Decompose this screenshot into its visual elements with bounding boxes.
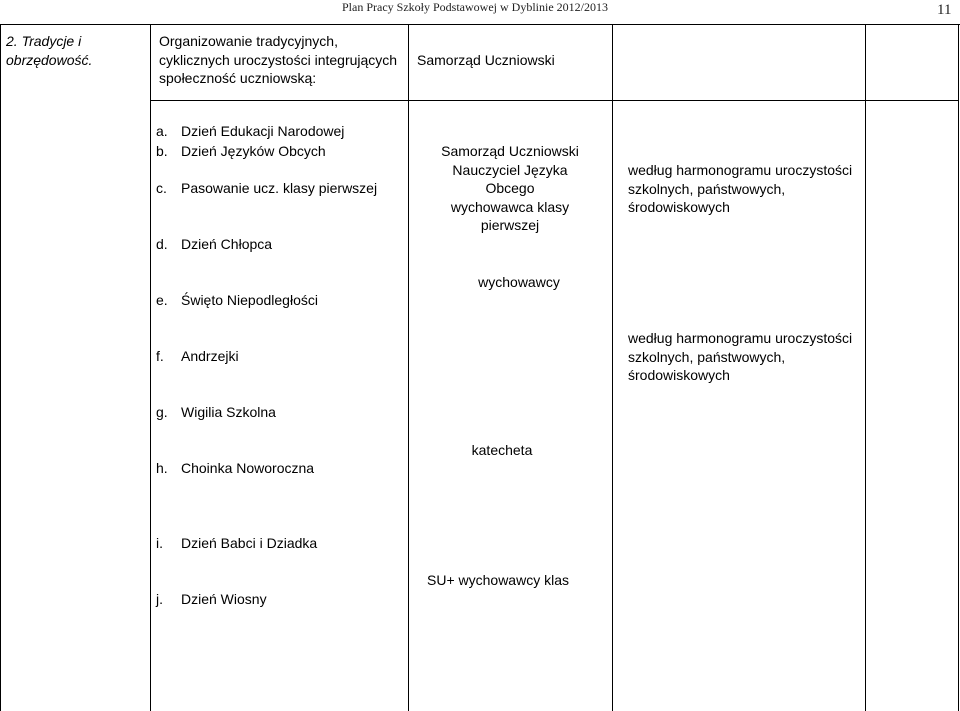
- event-label: Dzień Babci i Dziadka: [181, 535, 318, 551]
- responsible-group: katecheta: [471, 442, 533, 458]
- list-marker: f.: [156, 348, 164, 364]
- intro-line: cyklicznych uroczystości integrujących: [159, 51, 398, 68]
- responsible-line: Nauczyciel Języka: [452, 161, 568, 178]
- column-divider: [150, 24, 151, 711]
- list-marker: e.: [156, 292, 168, 308]
- page-number: 11: [937, 2, 952, 18]
- list-item: [156, 459, 314, 477]
- schedule-note: [628, 329, 852, 385]
- responsible-line: pierwszej: [480, 217, 540, 233]
- list-item: [156, 235, 272, 253]
- responsible-line: Obcego: [485, 180, 535, 196]
- list-item: [156, 179, 377, 197]
- responsible-group: SU+ wychowawcy klas: [427, 572, 569, 588]
- table-border-left: [0, 24, 1, 711]
- event-label: Andrzejki: [181, 348, 239, 364]
- column-divider: [865, 24, 866, 711]
- list-marker: b.: [156, 143, 168, 159]
- list-marker: i.: [156, 535, 163, 551]
- responsible-group: wychowawcy: [478, 274, 560, 290]
- list-marker: h.: [156, 460, 168, 476]
- schedule-note: [628, 161, 852, 217]
- event-label: Wigilia Szkolna: [181, 404, 276, 420]
- event-label: Święto Niepodległości: [181, 292, 318, 308]
- running-title: Plan Pracy Szkoły Podstawowej w Dyblinie 2012/2013: [342, 0, 608, 14]
- list-item: [156, 403, 276, 421]
- schedule-line: według harmonogramu uroczystości: [628, 162, 853, 178]
- header-rule: [0, 24, 960, 25]
- column-divider: [612, 24, 613, 711]
- event-label: Dzień Wiosny: [181, 591, 267, 607]
- list-item: [156, 122, 344, 140]
- list-item: [156, 534, 317, 552]
- row-divider: [150, 100, 958, 101]
- intro-line: Organizowanie tradycyjnych,: [159, 33, 338, 49]
- list-item: [156, 291, 318, 309]
- category-label: [6, 32, 92, 69]
- column-divider: [408, 24, 409, 711]
- page-header: [0, 0, 960, 26]
- list-marker: d.: [156, 236, 168, 252]
- category-line: 2. Tradycje i: [6, 33, 82, 49]
- schedule-line: środowiskowych: [628, 199, 730, 215]
- list-marker: a.: [156, 123, 168, 139]
- responsible-line: Samorząd Uczniowski: [441, 143, 579, 159]
- schedule-line: według harmonogramu uroczystości: [628, 330, 853, 346]
- event-label: Dzień Języków Obcych: [181, 143, 326, 159]
- schedule-line: szkolnych, państwowych,: [628, 180, 786, 197]
- list-marker: g.: [156, 404, 168, 420]
- schedule-line: środowiskowych: [628, 367, 730, 383]
- intro-text: [159, 32, 397, 88]
- list-item: [156, 590, 267, 608]
- event-label: Dzień Edukacji Narodowej: [181, 123, 345, 139]
- list-item: [156, 347, 239, 365]
- event-label: Pasowanie ucz. klasy pierwszej: [181, 180, 378, 196]
- responsible-line: wychowawca klasy: [450, 198, 570, 215]
- intro-line: społeczność uczniowską:: [159, 70, 317, 86]
- category-line: obrzędowość.: [6, 51, 93, 68]
- table-border-right: [958, 24, 959, 711]
- list-marker: c.: [156, 180, 167, 196]
- responsible-group: [409, 142, 611, 235]
- event-label: Dzień Chłopca: [181, 236, 273, 252]
- event-label: Choinka Noworoczna: [181, 460, 315, 476]
- schedule-line: szkolnych, państwowych,: [628, 348, 786, 365]
- intro-responsible: Samorząd Uczniowski: [417, 52, 555, 68]
- list-item: [156, 142, 326, 160]
- list-marker: j.: [156, 591, 163, 607]
